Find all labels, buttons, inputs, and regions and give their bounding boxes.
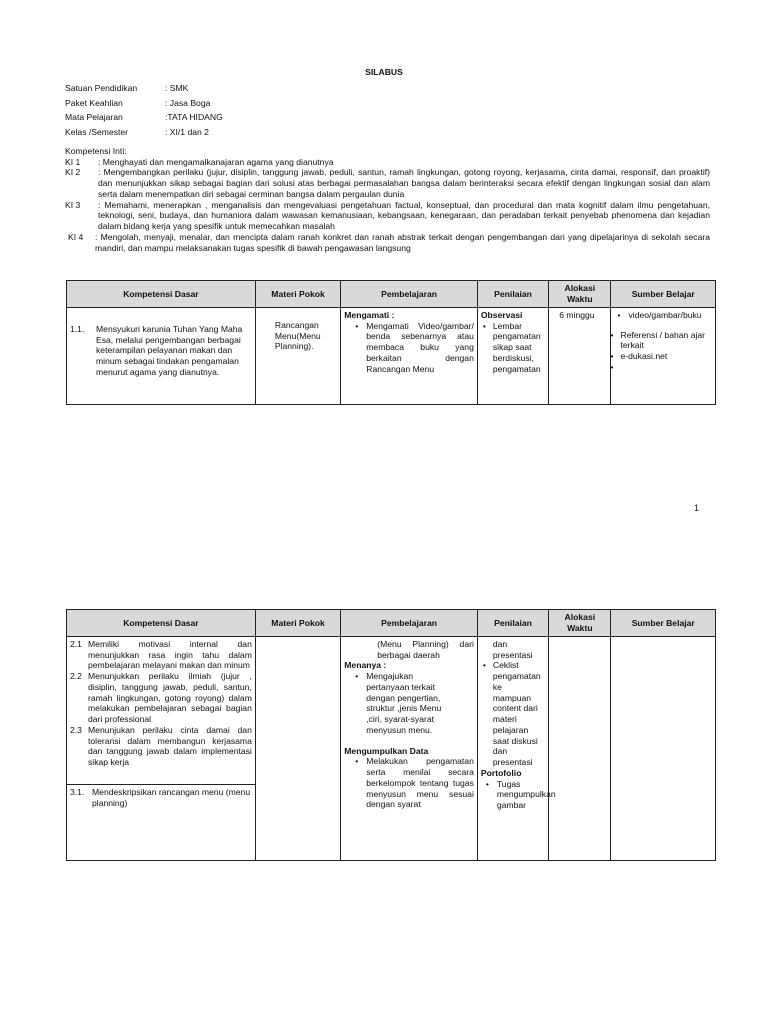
kd-number: 2.2 [70,671,82,682]
cell-penilaian [477,308,548,405]
kd-group-3 [67,785,255,810]
cell-materi-pokok [255,637,340,861]
header-kompetensi-dasar: Kompetensi Dasar [67,281,256,308]
cell-pembelajaran [341,637,478,861]
penilaian-list [481,660,545,767]
kd-item [70,639,252,671]
materi-text: Rancangan Menu(Menu Planning). [274,320,321,352]
list-item: • Ceklist pengamatan ke mampuan content dari materi pelajaran saat diskusi dan presentasi [493,660,539,767]
penilaian-continued: dan presentasi [492,639,533,660]
cell-materi-pokok [255,308,340,405]
header-penilaian: Penilaian [477,281,548,308]
list-item: • video/gambar/buku [628,310,712,321]
meta-value: : SMK [165,83,189,93]
cell-sumber-belajar [611,637,716,861]
ki-text: : Menghayati dan mengamalkanajaran agama yang dianutnya [98,156,334,167]
cell-sumber-belajar [611,308,716,405]
list-item: • e-dukasi.net [620,351,712,362]
sumber-list [614,310,712,321]
ki-row-1 [65,157,710,168]
meta-label: Kelas /Semester [65,126,129,137]
meta-row-kelas [65,127,705,142]
cell-kompetensi-dasar [67,637,256,861]
kd-item [70,725,252,768]
meta-value: : XI/1 dan 2 [165,126,209,137]
mengamati-heading: Mengamati : [344,310,395,320]
cell-pembelajaran [341,308,478,405]
header-materi-pokok: Materi Pokok [255,281,340,308]
kd-group-2 [67,637,255,785]
kd-text: Mendeskripsikan rancangan menu (menu planning) [92,786,251,808]
list-item [620,330,712,351]
header-kompetensi-dasar: Kompetensi Dasar [67,610,256,637]
ki-code: KI 1 [65,156,81,167]
kd-item [70,787,252,808]
table-header-row [67,281,716,308]
kd-number: 3.1. [70,786,85,797]
pembelajaran-continued: (Menu Planning) dari berbagai daerah [377,639,474,660]
menanya-list [344,671,474,735]
list-item [620,362,712,373]
mengumpulkan-heading: Mengumpulkan Data [344,745,429,756]
mengamati-list [344,321,474,375]
header-pembelajaran: Pembelajaran [341,610,478,637]
meta-label: Paket Keahlian [65,97,123,108]
kd-number: 2.1 [70,639,82,649]
cell-alokasi-waktu [549,637,611,861]
sumber-item: Referensi / bahan ajar terkait [620,329,706,351]
ki-heading: Kompetensi Inti: [65,146,127,156]
ki-code: KI 4 [68,231,84,242]
table-row [67,308,716,405]
kd-item [70,671,252,725]
meta-row-satuan [65,83,705,98]
kd-text: Mensyukuri karunia Tuhan Yang Maha Esa, melalui pengembangan berbagai keterampilan pelayanan makan dan minum sebagai tindakan pengamalan menurut agama yang dianutnya. [96,324,243,377]
kompetensi-inti-block [65,146,710,253]
list-item: • Melakukan pengamatan serta menilai secara berkelompok tentang tugas menyusun menu sesuai dengan syarat [366,756,474,810]
silabus-table-page2 [66,609,716,861]
kd-item [70,324,252,378]
silabus-table-page1 [66,280,716,405]
cell-alokasi-waktu [549,308,611,405]
alokasi-value: 6 minggu [559,310,595,320]
meta-label: Mata Pelajaran [65,112,123,123]
list-item: • Mengamati Video/gambar/ benda sebenarnya atau membaca buku yang berkaitan dengan Rancangan Menu [366,321,474,375]
ki-code: KI 3 [65,199,81,210]
header-alokasi-waktu: Alokasi Waktu [549,610,611,637]
meta-row-mapel [65,112,705,127]
sumber-list-2 [614,330,712,373]
list-item: • Tugas mengumpulkan gambar [497,779,539,811]
identity-block [65,83,705,141]
header-penilaian: Penilaian [477,610,548,637]
page-number: 1 [694,503,700,513]
observasi-heading: Observasi [480,310,523,320]
header-materi-pokok: Materi Pokok [255,610,340,637]
mengumpulkan-list [344,756,474,810]
menanya-heading: Menanya : [344,660,387,671]
list-item: • Mengajukan pertanyaan terkait dengan pengertian, struktur ,jenis Menu ,ciri, syarat-syarat menyusun menu. [366,671,474,735]
cell-penilaian [477,637,556,861]
header-pembelajaran: Pembelajaran [341,281,478,308]
kd-text: Memiliki motivasi internal dan menunjukkan rasa ingin tahu dalam pembelajaran melayani makan dan minum [88,639,252,671]
ki-code: KI 2 [65,167,81,178]
portofolio-heading: Portofolio [480,767,522,778]
ki-text: : Mengembangkan perilaku (jujur, disiplin, tanggung jawab, peduli, santun, ramah lingkungan, gotong royong, kerjasama, cinta damai, responsif, dan proaktif) dan menunjukkan sikap sebagai bagian dari solusi atas berbagai permasalahan bangsa dalam berinteraksi secara efektif dengan lingkungan sosial dan alam serta dalam menempatkan diri sebagai cerminan bangsa dalam pergaulan dunia [98,167,710,199]
ki-row-4 [68,232,710,253]
meta-value: : Jasa Boga [165,97,211,108]
meta-row-paket [65,98,705,113]
ki-text: : Memahami, menerapkan , menganalisis dan mengevaluasi pengetahuan factual, konseptual, dan procedural dan mata kognitif dalam ilmu pengetahuan, teknologi, seni, budaya, dan humaniora dalam wawasan kemanusiaan, kebangsaan, kenegaraan, dan peradaban terkait penyebab phenomena dan kejadian dalam bidang kerja yang spesifik untuk memecahkan masalah [98,199,710,232]
page-title: SILABUS [365,67,403,77]
kd-text: Menunjukkan perilaku ilmiah (jujur , disiplin, tanggung jawab, peduli, santun, ramah lingkungan, gotong royong) dalam melakukan pembelajaran sebagai bagian dari professional [88,671,252,725]
observasi-list [481,321,545,375]
header-sumber-belajar: Sumber Belajar [611,281,716,308]
meta-label: Satuan Pendidikan [65,83,138,93]
ki-row-2 [65,167,710,199]
meta-value: :TATA HIDANG [165,112,223,123]
portofolio-list [481,778,556,811]
cell-kompetensi-dasar [67,308,256,405]
table-header-row [67,610,716,637]
header-alokasi-waktu: Alokasi Waktu [549,281,611,308]
header-sumber-belajar: Sumber Belajar [611,610,716,637]
kd-number: 1.1. [70,324,85,334]
ki-row-3 [65,200,710,232]
ki-text: : Mengolah, menyaji, menalar, dan mencipta dalam ranah konkret dan ranah abstrak terkait dengan pengembangan dari yang dipelajarinya di sekolah secara mandiri, dan mampu melaksanakan tugas spesifik di bawah pengawasan langsung [95,231,710,253]
kd-text: Menunjukan perilaku cinta damai dan toleransi dalam membangun kerjasama dan tanggung jawab dalam implementasi sikap kerja [88,724,252,768]
list-item: • Lembar pengamatan sikap saat berdiskusi, pengamatan [493,321,545,375]
table-row [67,637,716,861]
kd-number: 2.3 [70,724,82,735]
